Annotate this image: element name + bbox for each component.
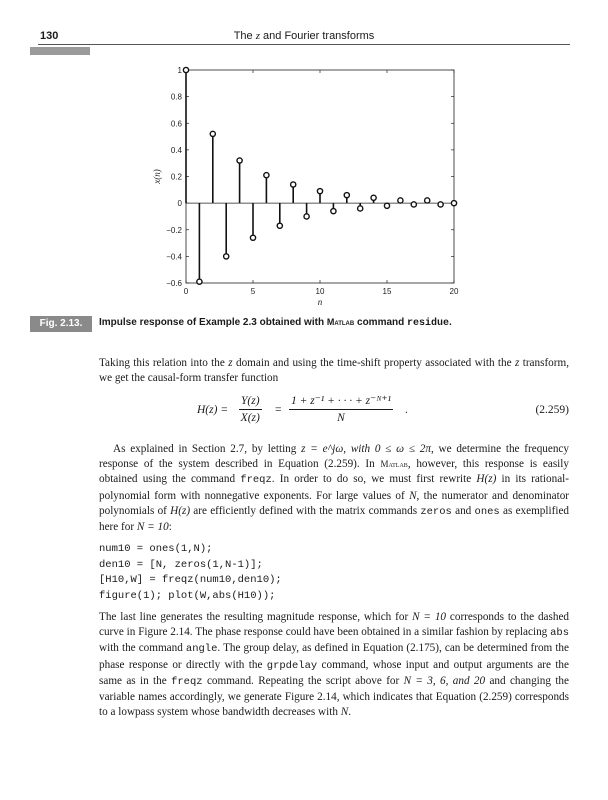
x-tick-label: 15 — [382, 287, 392, 296]
header-rule — [38, 44, 570, 45]
stem-marker — [344, 193, 349, 198]
stem-marker — [451, 201, 456, 206]
p1-text-3: transform, we get the causal-form transfer function — [99, 357, 570, 385]
p1-text-1: Taking this relation into the — [99, 357, 229, 369]
stem-marker — [411, 202, 416, 207]
code-line: num10 = ones(1,N); — [99, 543, 213, 555]
stem-marker — [384, 203, 389, 208]
fraction-1-denominator: X(z) — [240, 412, 260, 424]
figure-caption — [99, 317, 569, 329]
p2-text-1: As explained in Section 2.7, by letting — [113, 443, 302, 455]
caption-text-2: command — [354, 317, 408, 328]
stem-marker — [331, 209, 336, 214]
y-axis-label: x(n) — [152, 169, 162, 184]
y-tick-label: 0.6 — [170, 119, 182, 129]
p2-code-freqz: freqz — [240, 474, 272, 487]
caption-matlab: Matlab — [326, 317, 355, 327]
figure-tag: Fig. 2.13. — [30, 316, 92, 332]
stem-marker — [197, 279, 202, 284]
stem-marker — [277, 223, 282, 228]
y-tick-label: 1 — [177, 66, 182, 75]
stem-marker — [398, 198, 403, 203]
equation-fraction-1 — [239, 395, 262, 424]
p2-matlab: Matlab — [380, 459, 408, 470]
code-line: figure(1); plot(W,abs(H10)); — [99, 589, 276, 602]
fraction-2-numerator: 1 + z⁻¹ + · · · + z⁻ᴺ⁺¹ — [289, 393, 393, 410]
header-bar — [30, 47, 90, 55]
p3-text-2: corresponds to the dashed curve in Figure 2.14. The phase response could have been obtained in a similar fashion by replacing — [99, 611, 570, 639]
stem-marker — [250, 235, 255, 240]
y-tick-label: −0.6 — [166, 279, 182, 288]
stem-marker — [438, 202, 443, 207]
p2-text-10: : — [168, 521, 172, 534]
p3-text-5: command, whose input and output arguments are the same as in the — [99, 658, 569, 687]
stem-marker — [237, 158, 242, 163]
p3-code-freqz: freqz — [171, 675, 203, 688]
paragraph-2 — [99, 442, 569, 535]
x-axis-label: n — [317, 297, 323, 307]
caption-code: residue — [407, 318, 450, 329]
stem-marker — [371, 195, 376, 200]
p2-text-4: . In order to do so, we must first rewrite — [271, 473, 477, 486]
equation-fraction-2 — [289, 393, 393, 424]
paragraph-3 — [99, 610, 569, 720]
p2-math-4: H(z) — [170, 504, 191, 517]
running-title-end: and Fourier transforms — [259, 30, 375, 42]
p2-text-7: are efficiently defined with the matrix commands — [190, 504, 421, 517]
p2-text-9: as exemplified here for — [99, 504, 570, 534]
p3-text-4: . The group delay, as defined in Equation (2.175), can be determined from the phase response or directly with the — [99, 642, 569, 671]
stem-marker — [304, 214, 309, 219]
paragraph-1 — [99, 356, 569, 386]
p2-text-2: , we determine the frequency response of the system described in Equation (2.259). In — [99, 443, 569, 471]
stem-marker — [317, 189, 322, 194]
p3-math-3: N — [340, 706, 349, 719]
p3-text-3: with the command — [99, 642, 186, 655]
y-tick-label: 0.4 — [170, 145, 182, 155]
fraction-2-denominator: N — [337, 412, 345, 424]
p3-code-abs: abs — [550, 627, 569, 640]
p2-math-3: N — [409, 489, 417, 502]
equation-equals: = — [275, 404, 282, 416]
code-listing — [99, 542, 569, 604]
code-line: [H10,W] = freqz(num10,den10); — [99, 574, 282, 586]
stem-marker — [183, 67, 188, 72]
p2-code-ones: ones — [474, 505, 500, 518]
x-tick-label: 10 — [315, 287, 325, 296]
stem-marker — [291, 182, 296, 187]
page-number: 130 — [40, 30, 59, 42]
p2-math-1: z = e^jω, with 0 ≤ ω ≤ 2π — [301, 443, 431, 455]
y-tick-label: 0.8 — [170, 92, 182, 102]
p3-text-7: and changing the variable names accordingly, we generate Figure 2.14, which indicates that Equation (2.259) corresponds to a lowpass system whose bandwidth decreases with — [99, 674, 569, 719]
y-tick-label: 0.2 — [170, 172, 182, 182]
p2-code-zeros: zeros — [420, 505, 452, 518]
p2-text-5: in its rational-polynomial form with nonnegative exponents. For large values of — [99, 473, 569, 502]
stem-marker — [210, 131, 215, 136]
p1-var-1: z — [228, 357, 233, 369]
p3-math-2: N = 3, 6, and 20 — [403, 674, 486, 687]
stem-marker — [224, 254, 229, 259]
caption-text-1: Impulse response of Example 2.3 obtained with — [99, 317, 327, 328]
code-line: den10 = [N, zeros(1,N-1)]; — [99, 558, 263, 571]
p3-text-1: The last line generates the resulting magnitude response, which for — [99, 611, 413, 623]
stem-marker — [264, 173, 269, 178]
stem-marker — [358, 206, 363, 211]
fraction-1-numerator: Y(z) — [239, 395, 262, 410]
running-title-var: z — [255, 30, 260, 42]
p3-text-6: command. Repeating the script above for — [202, 674, 404, 687]
running-title — [0, 30, 608, 42]
p2-math-5: N = 10 — [136, 521, 169, 534]
p2-math-2: H(z) — [476, 473, 497, 486]
p2-text-6: , the numerator and denominator polynomials of — [99, 489, 570, 517]
x-tick-label: 20 — [449, 287, 459, 296]
p1-var-2: z — [514, 357, 520, 369]
running-title-start: The — [233, 30, 256, 42]
y-tick-label: −0.4 — [166, 252, 182, 262]
p1-text-2: domain and using the time-shift property associated with the — [232, 357, 515, 369]
p3-math-1: N = 10 — [412, 611, 447, 623]
y-tick-label: −0.2 — [166, 225, 182, 235]
p2-text-8: and — [451, 504, 475, 517]
caption-text-3: . — [449, 317, 452, 328]
impulse-response-chart — [150, 62, 470, 310]
equation-lhs: H(z) = — [197, 404, 229, 416]
stem-marker — [425, 198, 430, 203]
p2-text-3: , however, this response is easily obtained using the command — [99, 458, 569, 486]
p3-code-angle: angle — [185, 643, 218, 656]
equation-number: (2.259) — [535, 404, 569, 416]
x-tick-label: 5 — [250, 287, 256, 296]
equation-period: . — [405, 404, 408, 416]
p3-text-8: . — [348, 706, 351, 719]
y-tick-label: 0 — [177, 199, 182, 209]
equation-2-259 — [99, 392, 569, 432]
x-tick-label: 0 — [183, 287, 189, 296]
p3-code-grpdelay: grpdelay — [266, 659, 318, 672]
